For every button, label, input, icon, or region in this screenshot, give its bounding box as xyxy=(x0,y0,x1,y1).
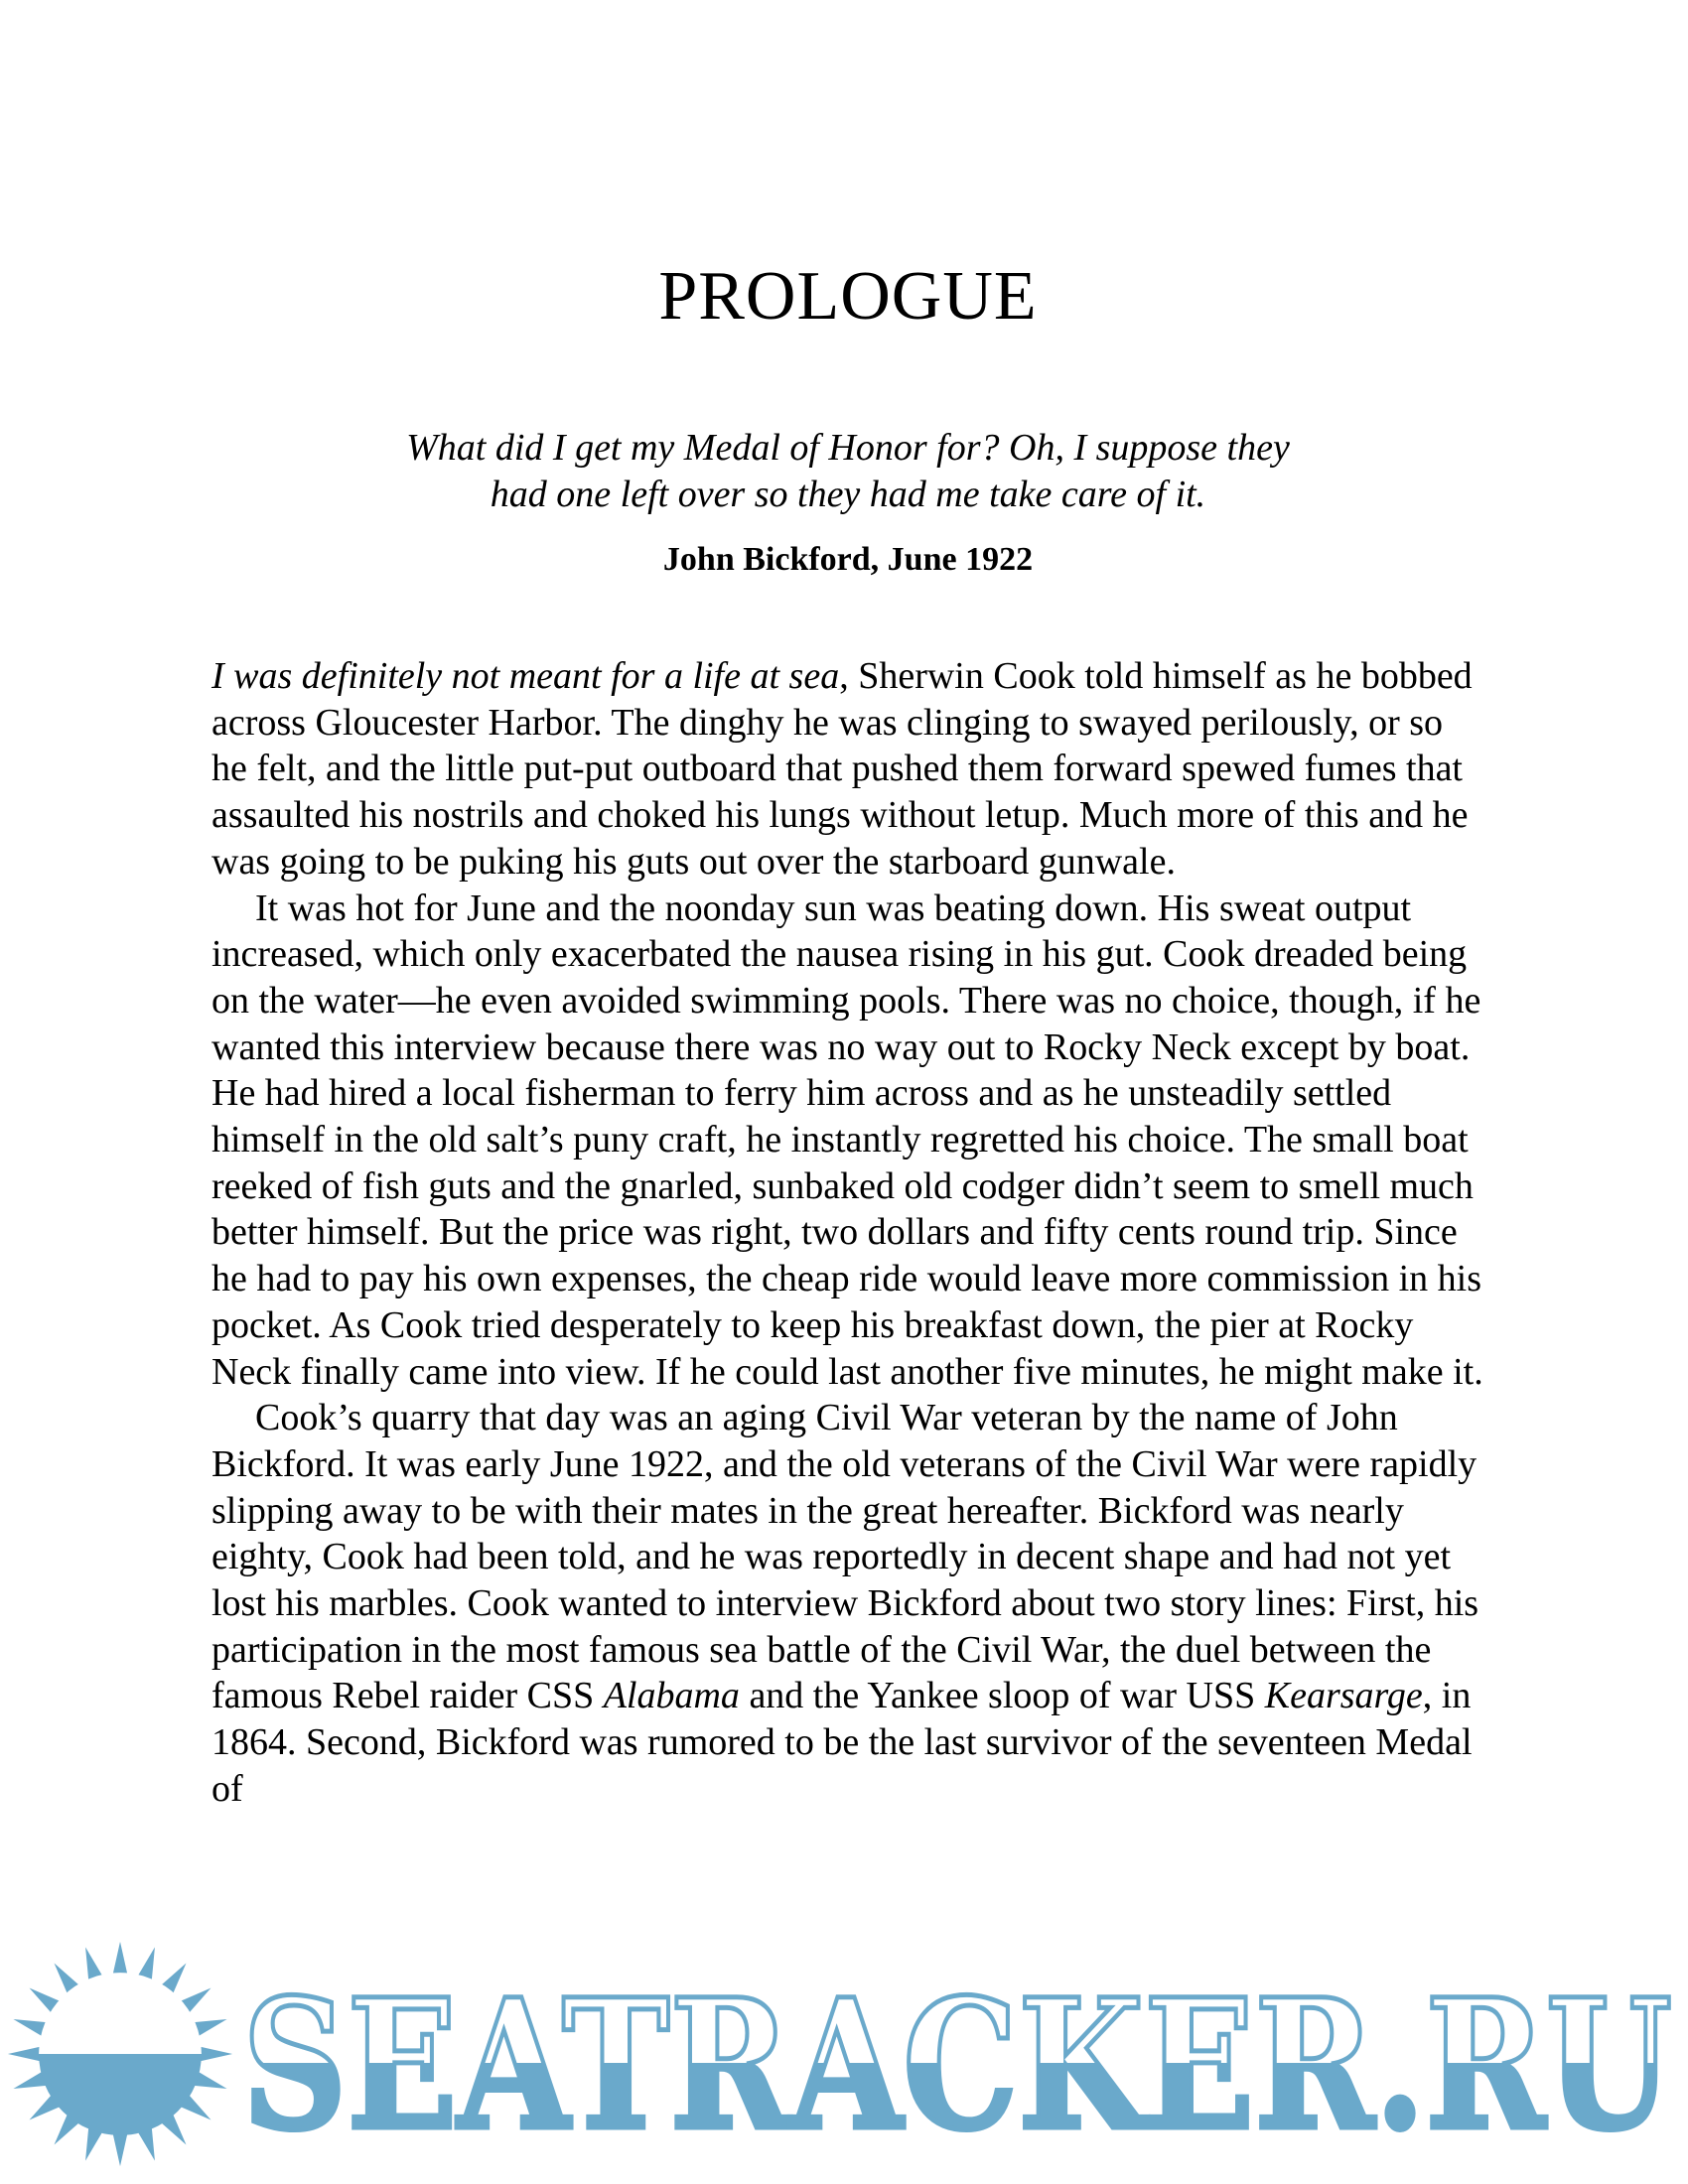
paragraph xyxy=(211,653,1484,886)
page-title: PROLOGUE xyxy=(658,258,1038,335)
italic-text-segment: Alabama xyxy=(603,1675,740,1717)
epigraph-line-1: What did I get my Medal of Honor for? Oh, I suppose they xyxy=(406,427,1290,469)
text-segment: , in 1864. Second, Bickford was rumored to be the last survivor of the seventeen Medal of xyxy=(211,1675,1473,1810)
italic-text-segment: I was definitely not meant for a life at sea xyxy=(211,655,840,697)
epigraph-line-2: had one left over so they had me take care of it. xyxy=(490,474,1206,515)
body-text xyxy=(211,653,1484,1813)
watermark xyxy=(0,1934,1688,2184)
paragraph xyxy=(211,1395,1484,1812)
text-segment: and the Yankee sloop of war USS xyxy=(739,1675,1265,1717)
paragraph xyxy=(211,886,1484,1396)
epigraph xyxy=(211,425,1484,518)
book-page xyxy=(211,0,1484,1813)
watermark-text-glyphs: SEATRACKER.RU xyxy=(242,1983,1672,2152)
epigraph-attribution: John Bickford, June 1922 xyxy=(662,541,1034,578)
text-segment: , Sherwin Cook told himself as he bobbed across Gloucester Harbor. The dinghy he was clinging to swayed perilously, or so he felt, and the little put-put outboard that pushed them forward spewed fumes that assaulted his nostrils and choked his lungs without letup. Much more of this and he was going to be puking his guts out over the starboard gunwale. xyxy=(211,655,1473,883)
watermark-text xyxy=(228,1983,1684,2152)
sun-icon xyxy=(4,1938,236,2170)
text-segment: It was hot for June and the noonday sun was beating down. His sweat output increased, which only exacerbated the nausea rising in his gut. Cook dreaded being on the water—he even avoided swimming pools. There was no choice, though, if he wanted this interview because there was no way out to Rocky Neck except by boat. He had hired a local fisherman to ferry him across and as he unsteadily settled himself in the old salt’s puny craft, he instantly regretted his choice. The small boat reeked of fish guts and the gnarled, sunbaked old codger didn’t seem to smell much better himself. But the price was right, two dollars and fifty cents round trip. Since he had to pay his own expenses, the cheap ride would leave more commission in his pocket. As Cook tried desperately to keep his breakfast down, the pier at Rocky Neck finally came into view. If he could last another five minutes, he might make it. xyxy=(211,887,1483,1393)
italic-text-segment: Kearsarge xyxy=(1264,1675,1423,1717)
text-segment: Cook’s quarry that day was an aging Civil War veteran by the name of John Bickford. It was early June 1922, and the old veterans of the Civil War were rapidly slipping away to be with their mates in the great hereafter. Bickford was nearly eighty, Cook had been told, and he was reportedly in decent shape and had not yet lost his marbles. Cook wanted to interview Bickford about two story lines: First, his participation in the most famous sea battle of the Civil War, the duel between the famous Rebel raider CSS xyxy=(211,1397,1479,1717)
